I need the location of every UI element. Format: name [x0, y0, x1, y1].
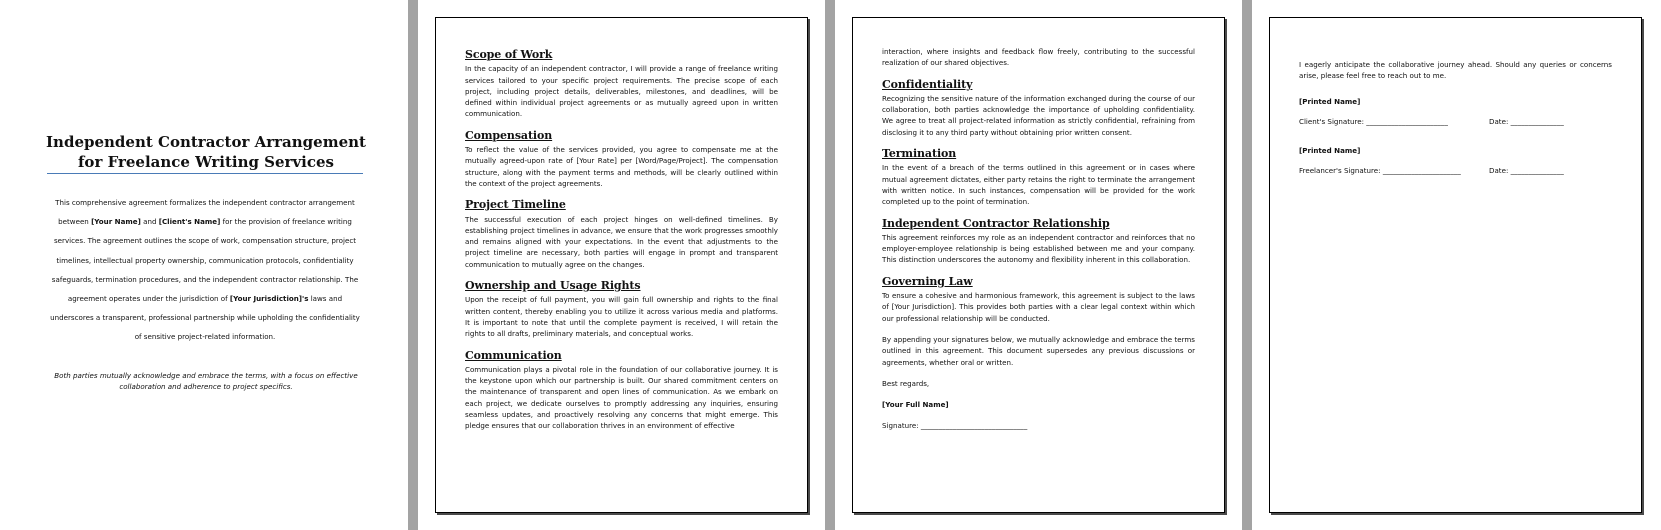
client-signature-row	[1299, 116, 1612, 127]
page-3-content	[882, 46, 1195, 442]
section-text: This agreement reinforces my role as an independent contractor and reinforces that no employer-employee relationship is being established between me and your company. This distinction underscores the autonomy and flexibility inherent in this collaboration.	[882, 232, 1195, 265]
section-heading: Communication	[465, 348, 562, 362]
section-heading: Project Timeline	[465, 198, 566, 212]
section-governing-law	[882, 276, 1195, 324]
section-confidentiality	[882, 79, 1195, 138]
signature-line: Signature: ______________________________	[882, 421, 1028, 431]
title-line-2: for Freelance Writing Services	[77, 153, 334, 171]
printed-name-2: [Printed Name]	[1299, 146, 1361, 156]
intro-text-and: and	[140, 217, 159, 227]
client-signature-line: Client's Signature: _______________________	[1299, 116, 1448, 126]
your-name-placeholder: [Your Name]	[91, 217, 141, 227]
section-communication	[465, 350, 778, 432]
document-title	[46, 132, 366, 172]
page-4	[1252, 0, 1661, 530]
section-text: The successful execution of each project hinges on well-defined timelines. By establishing project timelines in advance, we ensure that the work progresses smoothly and remains aligned with your expectations. In the event that adjustments to the project timeline are necessary, both parties will engage in prompt and transparent communication to mutually agree on the changes.	[465, 214, 778, 269]
section-text: To reflect the value of the services provided, you agree to compensate me at the mutually agreed-upon rate of [Your Rate] per [Word/Page/Project]. The compensation structure, along with the payment terms and methods, will be clearly outlined within the context of the project agreements.	[465, 145, 778, 188]
section-heading: Ownership and Usage Rights	[465, 279, 641, 293]
intro-text-1: This comprehensive agreement formalizes the independent contractor arrangement between	[55, 198, 355, 227]
page-2-content	[465, 49, 778, 442]
section-heading: Confidentiality	[882, 77, 973, 91]
freelancer-signature-line: Freelancer's Signature: ______________________	[1299, 166, 1461, 176]
closing-text: By appending your signatures below, we mutually acknowledge and embrace the terms outlined in this agreement. This document supersedes any previous discussions or agreements, whether oral or written.	[882, 334, 1195, 367]
page-4-content	[1299, 59, 1612, 177]
freelancer-signature-row	[1299, 165, 1612, 176]
full-name-placeholder: [Your Full Name]	[882, 400, 949, 410]
page-3	[835, 0, 1242, 530]
intro-text-2: for the provision of freelance writing services. The agreement outlines the scope of work, compensation structure, project timelines, intellectual property ownership, communication protocols, confidentiality safeguards, termination procedures, and the independent contractor relationship. The agreement operates under the jurisdiction of	[51, 217, 359, 304]
section-project-timeline	[465, 199, 778, 270]
section-heading: Scope of Work	[465, 48, 553, 61]
jurisdiction-placeholder: [Your Jurisdiction]'s	[229, 294, 309, 304]
page-2	[418, 0, 825, 530]
section-scope-of-work	[465, 49, 778, 120]
section-ownership	[465, 280, 778, 339]
cover-note: Both parties mutually acknowledge and embrace the terms, with a focus on effective collaboration and adherence to project specifics.	[54, 371, 358, 392]
section-text: Upon the receipt of full payment, you will gain full ownership and rights to the final written content, thereby enabling you to utilize it across various media and platforms. It is important to note that until the complete payment is received, I will retain the rights to all drafts, preliminary materials, and conceptual works.	[465, 295, 778, 339]
cover-page	[0, 0, 408, 530]
client-name-placeholder: [Client's Name]	[158, 217, 221, 227]
section-text: Recognizing the sensitive nature of the information exchanged during the course of our collaboration, both parties acknowledge the importance of upholding confidentiality. We agree to treat all project-related information as strictly confidential, refraining from disclosing it to any third party without obtaining prior written consent.	[882, 93, 1195, 137]
section-heading: Governing Law	[882, 274, 973, 288]
section-heading: Independent Contractor Relationship	[882, 216, 1110, 230]
section-contractor-relationship	[882, 218, 1195, 266]
section-heading: Compensation	[465, 128, 553, 142]
intro-text-3: laws and underscores a transparent, professional partnership while upholding the confidentiality of sensitive project-related information.	[50, 294, 360, 342]
section-heading: Termination	[882, 147, 957, 161]
cover-intro	[48, 193, 362, 347]
date-line-1: Date: _______________	[1489, 116, 1564, 126]
date-line-2: Date: _______________	[1489, 166, 1564, 176]
section-compensation	[465, 130, 778, 189]
closing-intro: I eagerly anticipate the collaborative journey ahead. Should any queries or concerns arise, please feel free to reach out to me.	[1299, 60, 1612, 81]
title-divider	[47, 173, 363, 174]
section-text: In the capacity of an independent contractor, I will provide a range of freelance writing services tailored to your specific project requirements. The precise scope of each project, including project details, deliverables, milestones, and deadlines, will be defined within individual project agreements or as mutually agreed upon in written communication.	[465, 64, 778, 119]
printed-name-1: [Printed Name]	[1299, 96, 1361, 106]
title-line-1: Independent Contractor Arrangement	[46, 133, 366, 151]
continuation-text: interaction, where insights and feedback flow freely, contributing to the successful realization of our shared objectives.	[882, 47, 1195, 68]
section-termination	[882, 148, 1195, 207]
section-text: Communication plays a pivotal role in the foundation of our collaborative journey. It is the keystone upon which our partnership is built. Our shared commitment centers on the maintenance of transparent and open lines of communication. As we embark on each project, we dedicate ourselves to promptly addressing any inquiries, ensuring seamless updates, and proactively resolving any concerns that might emerge. This pledge ensures that our collaboration thrives in an environment of effective	[465, 364, 778, 431]
section-text: In the event of a breach of the terms outlined in this agreement or in cases where mutual agreement dictates, either party retains the right to terminate the arrangement with written notice. In such instances, compensation will be provided for the work completed up to the point of termination.	[882, 163, 1195, 207]
regards-text: Best regards,	[882, 378, 930, 388]
section-text: To ensure a cohesive and harmonious framework, this agreement is subject to the laws of [Your Jurisdiction]. This provides both parties with a clear legal context within which our professional relationship will be conducted.	[882, 291, 1195, 323]
